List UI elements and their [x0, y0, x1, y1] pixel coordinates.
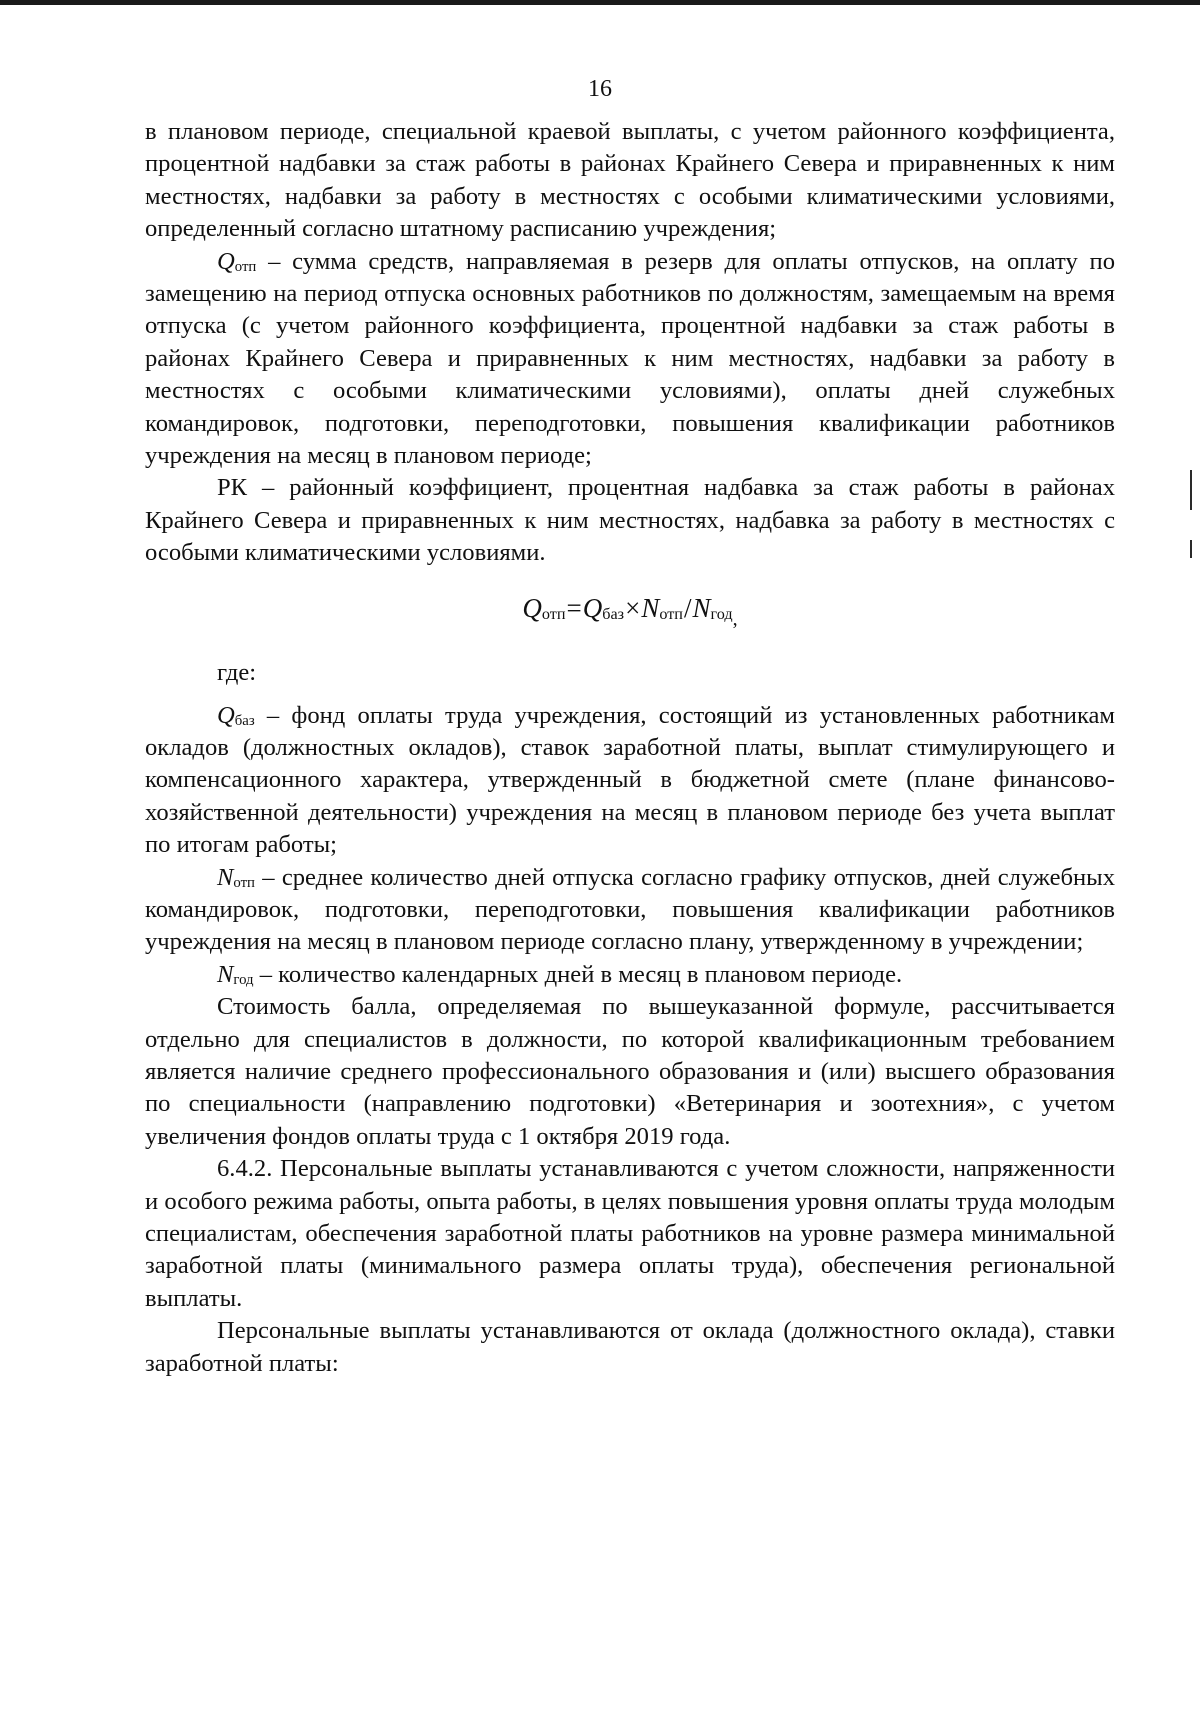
symbol-q-otp: $Q_{отп}$ — [217, 247, 257, 275]
definition-text: – количество календарных дней в месяц в плановом периоде. — [253, 960, 903, 988]
scan-edge-mark — [1190, 540, 1192, 558]
page-number: 16 — [588, 76, 612, 102]
paragraph-6-4-2: 6.4.2. Персональные выплаты устанавливаются с учетом сложности, напряженности и особого режима работы, опыта работы, в целях повышения уровня оплаты труда молодым специалистам, обеспечения заработной платы работников на уровне размера минимальной заработной платы (минимального размера оплаты труда), обеспечения региональной выплаты. — [145, 1155, 1115, 1312]
where-label: где: — [217, 659, 257, 687]
scan-top-border — [0, 0, 1200, 5]
scan-edge-mark — [1190, 470, 1192, 510]
formula: $Q_{отп}=Q_{баз}\times N_{отп}/N_{год,}$ — [522, 592, 738, 630]
definition-q-otp — [145, 246, 1115, 473]
definition-text: – сумма средств, направляемая в резерв для оплаты отпусков, на оплату по замещению на период отпуска основных работников по должностям, замещаемым на время отпуска (с учетом районного коэффициента, процентной надбавки за стаж работы в районах Крайнего Севера и приравненных к ним местностях, надбавки за работу в местностях с особыми климатическими условиями), оплаты дней служебных командировок, подготовки, переподготовки, повышения квалификации работников учреждения на месяц в плановом периоде; — [145, 247, 1115, 470]
definition-text: – фонд оплаты труда учреждения, состоящий из установленных работникам окладов (должностных окладов), ставок заработной платы, выплат стимулирующего и компенсационного характера, утвержденный в бюджетной смете (плане финансово-хозяйственной деятельности) учреждения на месяц в плановом периоде без учета выплат по итогам работы; — [145, 701, 1115, 859]
definition-q-baz — [145, 700, 1115, 862]
definition-n-god — [145, 959, 1115, 991]
paragraph: в плановом периоде, специальной краевой выплаты, с учетом районного коэффициента, процентной надбавки за стаж работы в районах Крайнего Севера и приравненных к ним местностях, надбавки за работу в местностях с особыми климатическими условиями, определенный согласно штатному расписанию учреждения; — [145, 118, 1115, 243]
symbol-n-otp: $N_{отп}$ — [217, 863, 255, 891]
definition-n-otp — [145, 862, 1115, 959]
paragraph-point-cost: Стоимость балла, определяемая по вышеуказанной формуле, рассчитывается отдельно для специалистов в должности, по которой квалификационным требованием является наличие среднего профессионального образования и (или) высшего образования по специальности (направлению подготовки) «Ветеринария и зоотехния», с учетом увеличения фондов оплаты труда с 1 октября 2019 года. — [145, 993, 1115, 1150]
paragraph-personal-payments: Персональные выплаты устанавливаются от оклада (должностного оклада), ставки заработной платы: — [145, 1317, 1115, 1377]
symbol-q-baz: $Q_{баз}$ — [217, 701, 255, 729]
definition-text: – районный коэффициент, процентная надбавка за стаж работы в районах Крайнего Севера и приравненных к ним местностях, надбавка за работу в местностях с особыми климатическими условиями. — [145, 474, 1115, 567]
symbol-rk: РК — [217, 474, 248, 502]
definition-text: – среднее количество дней отпуска согласно графику отпусков, дней служебных командировок, подготовки, переподготовки, повышения квалификации работников учреждения на месяц в плановом периоде согласно плану, утвержденному в учреждении; — [145, 863, 1115, 956]
symbol-n-god: $N_{год}$ — [217, 960, 254, 988]
definition-rk — [145, 472, 1115, 569]
document-body — [145, 116, 1115, 1380]
